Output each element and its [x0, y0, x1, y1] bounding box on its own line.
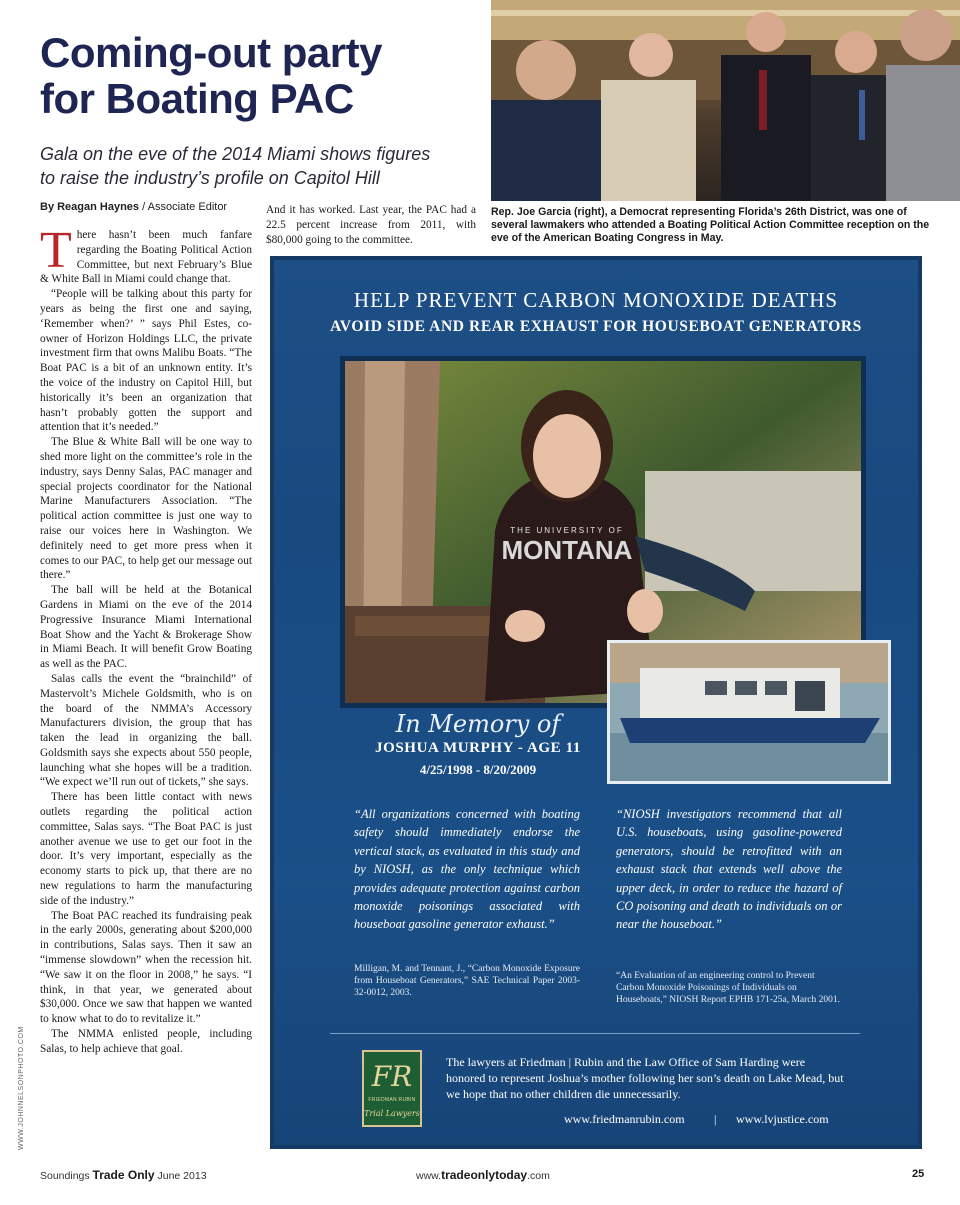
article-paragraph: The ball will be held at the Botanical Gardens in Miami on the eve of the 2014 Progressive Insurance Miami International Boat Show and the Yacht & Brokerage Show in Miami Beach. It will benefit Grow Boating as well as the PAC.: [40, 584, 252, 671]
ad-link-separator: |: [714, 1112, 717, 1126]
footer-site-suffix: .com: [527, 1170, 550, 1182]
shirt-text-small: THE UNIVERSITY OF: [510, 526, 624, 535]
footer-pub-soundings: Soundings: [40, 1170, 90, 1182]
article-paragraph: Salas calls the event the “brainchild” of Mastervolt’s Michele Goldsmith, who is on the board of the NMMA’s Accessory Manufacturers division, the group that has taken the lead in organizing the ball. Goldsmith says she expects about 550 people, launching what she hopes will be a tradition. “We expect we’ll run out of tickets,” she says.: [40, 672, 252, 789]
deck: [40, 142, 480, 190]
houseboat-illustration: [610, 643, 888, 781]
article-paragraph: The NMMA enlisted people, including Salas, to help achieve that goal.: [40, 1028, 252, 1055]
photo-credit: WWW.JOHNNELSONPHOTO.COM: [18, 1026, 25, 1150]
event-photo-illustration: [491, 0, 960, 201]
photo-caption: Rep. Joe Garcia (right), a Democrat representing Florida’s 26th District, was one of several lawmakers who attended a Boating Political Action Committee reception on the eve of the American Boating Congress in May.: [491, 206, 930, 244]
logo-tagline: Trial Lawyers: [364, 1109, 420, 1118]
headline: [40, 30, 480, 122]
footer-date: June 2013: [157, 1170, 207, 1182]
ad-divider: [330, 1033, 860, 1034]
footer-site-prefix: www.: [416, 1170, 442, 1182]
shirt-text-large: MONTANA: [501, 535, 633, 565]
drop-cap: T: [40, 228, 72, 279]
ad-subheadline: AVOID SIDE AND REAR EXHAUST FOR HOUSEBOAT GENERATORS: [330, 318, 862, 335]
byline: [40, 201, 260, 213]
memory-dates: 4/25/1998 - 8/20/2009: [419, 762, 537, 777]
ad-citation-2: “An Evaluation of an engineering control to Prevent Carbon Monoxide Poisonings of Individuals on Houseboats,” NIOSH Report EPHB 171-25a, March 2001.: [616, 971, 841, 1005]
logo-firm-name: FRIEDMAN RUBIN: [368, 1097, 416, 1103]
ad-citation-1: Milligan, M. and Tennant, J., “Carbon Monoxide Exposure from Houseboat Generators,” SAE Technical Paper 2003-32-0012, 2003.: [354, 964, 580, 998]
article-paragraph: The Blue & White Ball will be one way to shed more light on the committee’s role in the industry, says Denny Salas, PAC manager and special projects coordinator for the National Marine Manufacturers Association. “The political action committee is just one way to raise our voices here in Washington. We definitely need to get more press when it comes to our PAC, to help get our message out there.”: [40, 436, 252, 582]
houseboat-photo: [607, 640, 891, 784]
article-column-2: And it has worked. Last year, the PAC had a 22.5 percent increase from 2011, with $80,000 going to the committee.: [266, 204, 476, 246]
ad-link-friedmanrubin[interactable]: www.friedmanrubin.com: [564, 1112, 685, 1126]
headline-line-2: for Boating PAC: [40, 75, 354, 122]
byline-author: By Reagan Haynes: [40, 201, 140, 213]
logo-monogram: FR: [371, 1060, 413, 1093]
footer-publication: [40, 1168, 207, 1182]
memory-title: In Memory of: [395, 710, 561, 738]
footer-site-name: tradeonlytoday: [441, 1168, 528, 1182]
byline-role: / Associate Editor: [142, 201, 228, 213]
article-paragraph-text: here hasn’t been much fanfare regarding the Boating Political Action Committee, but next February’s Blue & White Ball in Miami could change that.: [40, 229, 252, 286]
headline-line-1: Coming-out party: [40, 29, 382, 76]
deck-line-2: to raise the industry’s profile on Capitol Hill: [40, 168, 380, 188]
deck-line-1: Gala on the eve of the 2014 Miami shows figures: [40, 144, 431, 164]
footer-pub-tradeonly: Trade Only: [92, 1168, 155, 1182]
footer-website[interactable]: [416, 1168, 550, 1182]
article-paragraph: The Boat PAC reached its fundraising peak in the early 2000s, generating about $200,000 in contributions, Salas says. Then it saw an “immense slowdown” when the recession hit. “We saw it on the floor in 2008,” he says. “I think, in that year, we generated about $30,000. Once we saw that happen we wanted to know what to do to revitalize it.”: [40, 909, 252, 1026]
event-photo: [491, 0, 960, 201]
ad-headline: HELP PREVENT CARBON MONOXIDE DEATHS: [353, 288, 839, 312]
ad-quote-1: “All organizations concerned with boating safety should immediately endorse the vertical stack, as evaluated in this study and by NIOSH, as the only technique which provides adequate protection against carbon monoxide poisonings associated with houseboat gasoline generator exhaust.”: [354, 807, 580, 932]
article-column-1: [40, 228, 252, 1153]
article-paragraph: There has been little contact with news outlets regarding the political action committee, Salas says. “The Boat PAC is just another avenue we use to get our foot in the door. It’s very important, especially as the economy starts to pick up, that there are no new regulations to harm the manufacturing side of the industry.”: [40, 791, 252, 907]
page-number: 25: [912, 1168, 925, 1180]
ad-firm-statement: The lawyers at Friedman | Rubin and the Law Office of Sam Harding were honored to represent Joshua’s mother following her son’s death on Lake Mead, but we hope that no other children die unnecessarily.: [446, 1055, 844, 1101]
advertisement: [270, 256, 922, 1149]
ad-quote-2: “NIOSH investigators recommend that all U.S. houseboats, using gasoline-powered generators, should be retrofitted with an exhaust stack that extends well above the upper deck, in order to reduce the hazard of CO poisoning and death to individuals on or near the houseboat.”: [616, 807, 842, 932]
memory-name: JOSHUA MURPHY - AGE 11: [375, 740, 581, 756]
ad-link-lvjustice[interactable]: www.lvjustice.com: [736, 1112, 829, 1126]
article-paragraph: [40, 228, 252, 287]
article-paragraph: “People will be talking about this party for years as being the first one and saying, ‘Remember when?’ ” says Phil Estes, co-owner of Horizon Holdings LLC, the private investment firm that owns Malibu Boats. “The Boat PAC is a bit of an unknown entity. It’s the voice of the industry on Capitol Hill, but historically it’s been an organization that hasn’t probably gotten the support and attention that it’s needed.”: [40, 288, 252, 434]
friedman-rubin-logo: [362, 1050, 422, 1127]
